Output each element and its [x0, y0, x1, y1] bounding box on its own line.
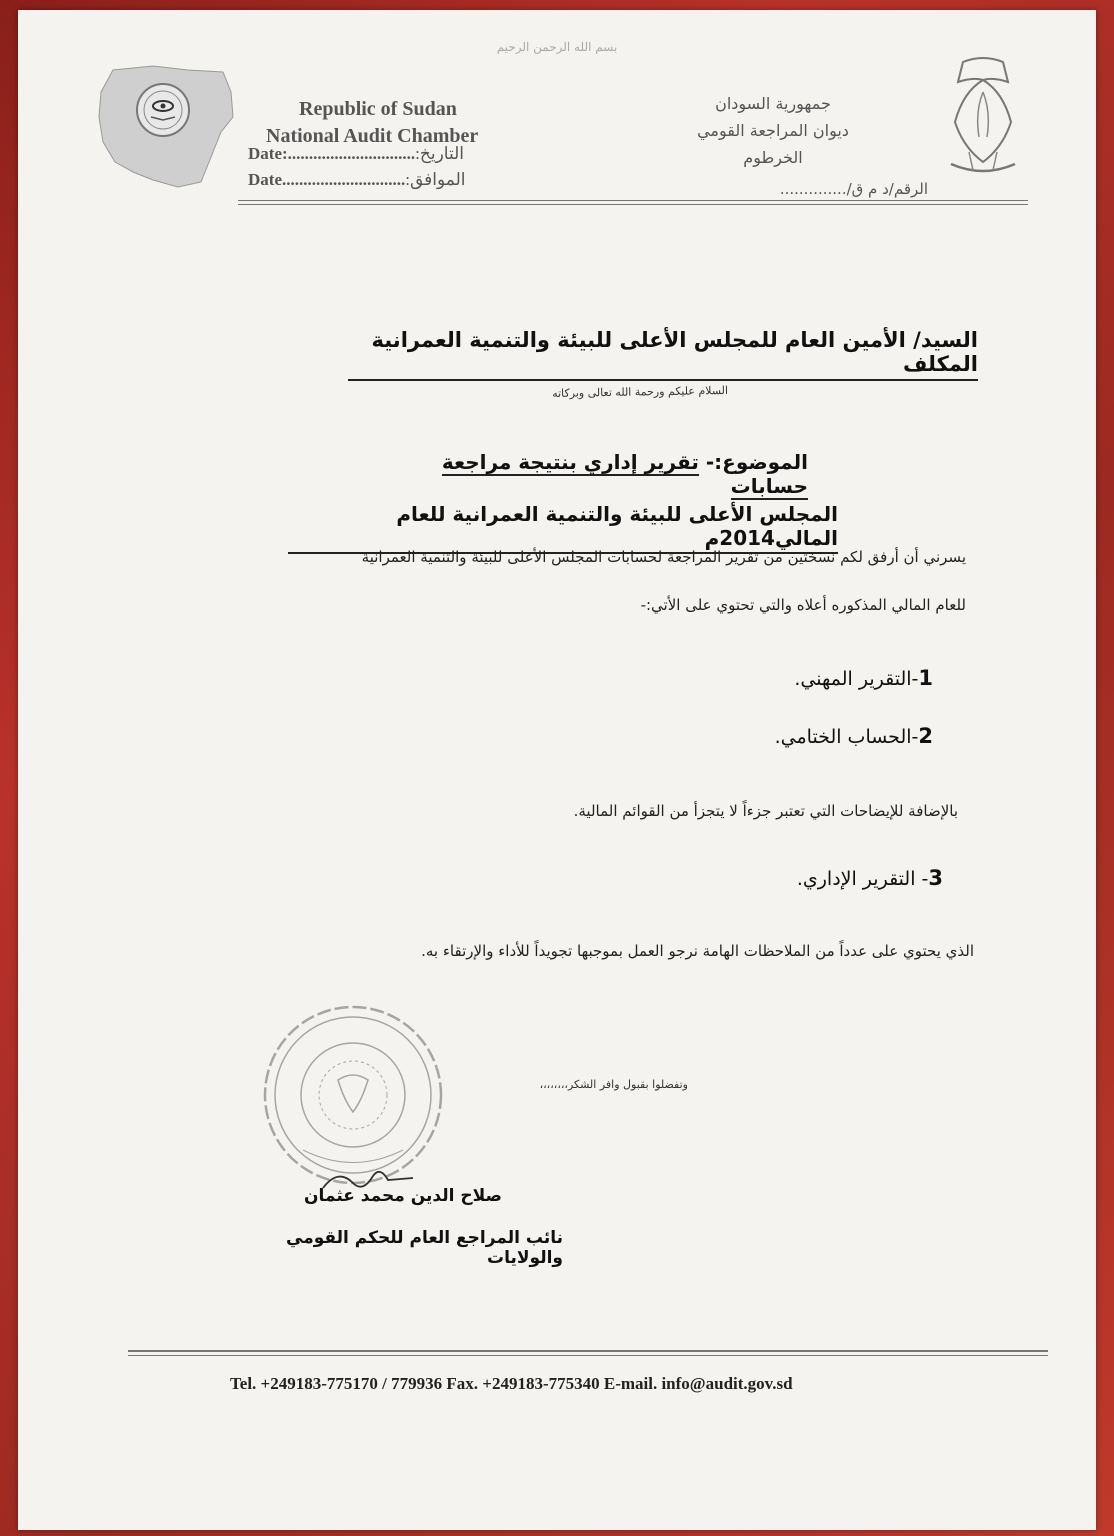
chamber-title-ar: ديوان المراجعة القومي	[697, 121, 849, 140]
contact-footer: Tel. +249183-775170 / 779936 Fax. +249183-775340 E-mail. info@audit.gov.sd	[230, 1374, 793, 1393]
list-number: 2	[918, 724, 933, 748]
subject-label: الموضوع:-	[698, 450, 808, 474]
chamber-title: National Audit Chamber	[266, 125, 479, 147]
date-label-ar: الموافق:	[405, 170, 466, 189]
republic-title-ar: جمهورية السودان	[715, 94, 831, 113]
header-divider	[238, 200, 1028, 201]
closing-line: وتفضلوا بقبول وافر الشكر،،،،،،،،	[539, 1078, 688, 1091]
greeting: السلام عليكم ورحمة الله تعالى وبركاته	[552, 383, 729, 400]
signer-name: صلاح الدين محمد عثمان	[304, 1186, 502, 1206]
date-label: Date:..............................	[248, 144, 416, 163]
subject-line	[378, 450, 808, 498]
body-paragraph-2: الذي يحتوي على عدداً من الملاحظات الهامة نرجو العمل بموجبها تجويداً للأداء والإرتقاء به.	[421, 942, 974, 960]
date-row-1	[248, 144, 464, 164]
list-number: 1	[918, 666, 933, 690]
basmala: بسم الله الرحمن الرحيم	[496, 40, 618, 54]
date-label: Date.............................	[248, 170, 406, 189]
list-text: - التقرير الإداري.	[796, 868, 929, 890]
arabic-letterhead	[638, 90, 908, 171]
note-paragraph: بالإضافة للإيضاحات التي تعتبر جزءاً لا يتجزأ من القوائم المالية.	[573, 802, 958, 820]
body-paragraph-1b: للعام المالي المذكوره أعلاه والتي تحتوي على الأتي:-	[640, 596, 966, 614]
date-row-2	[248, 170, 466, 190]
reference-number: الرقم/د م ق/..............	[779, 180, 928, 198]
subject-text: تقرير إداري بنتيجة مراجعة حسابات	[441, 450, 808, 498]
list-text: -التقرير المهني.	[794, 668, 919, 690]
city-ar: الخرطوم	[743, 148, 803, 167]
list-number: 3	[928, 866, 943, 890]
sudan-emblem-icon	[933, 52, 1033, 182]
letter-page	[18, 10, 1096, 1530]
subject-line-2: المجلس الأعلى للبيئة والتنمية العمرانية للعام المالي2014م	[288, 502, 838, 554]
footer-divider	[128, 1350, 1048, 1352]
signer-title: نائب المراجع العام للحكم القومي والولايات	[286, 1228, 563, 1268]
footer-divider	[128, 1355, 1048, 1356]
republic-title: Republic of Sudan	[299, 98, 457, 120]
sudan-map-logo-icon	[93, 62, 243, 192]
list-item-2	[758, 724, 933, 748]
list-item-3	[758, 866, 943, 890]
list-item-1	[758, 666, 933, 690]
header-divider	[238, 204, 1028, 205]
date-label-ar: التاريخ:	[415, 144, 465, 163]
addressee: السيد/ الأمين العام للمجلس الأعلى للبيئة والتنمية العمرانية المكلف	[348, 328, 978, 381]
body-paragraph-1: يسرني أن أرفق لكم نسختين من تقرير المراجعة لحسابات المجلس الأعلى للبيئة والتنمية العمرانية	[361, 548, 966, 566]
list-text: -الحساب الختامي.	[774, 726, 919, 748]
